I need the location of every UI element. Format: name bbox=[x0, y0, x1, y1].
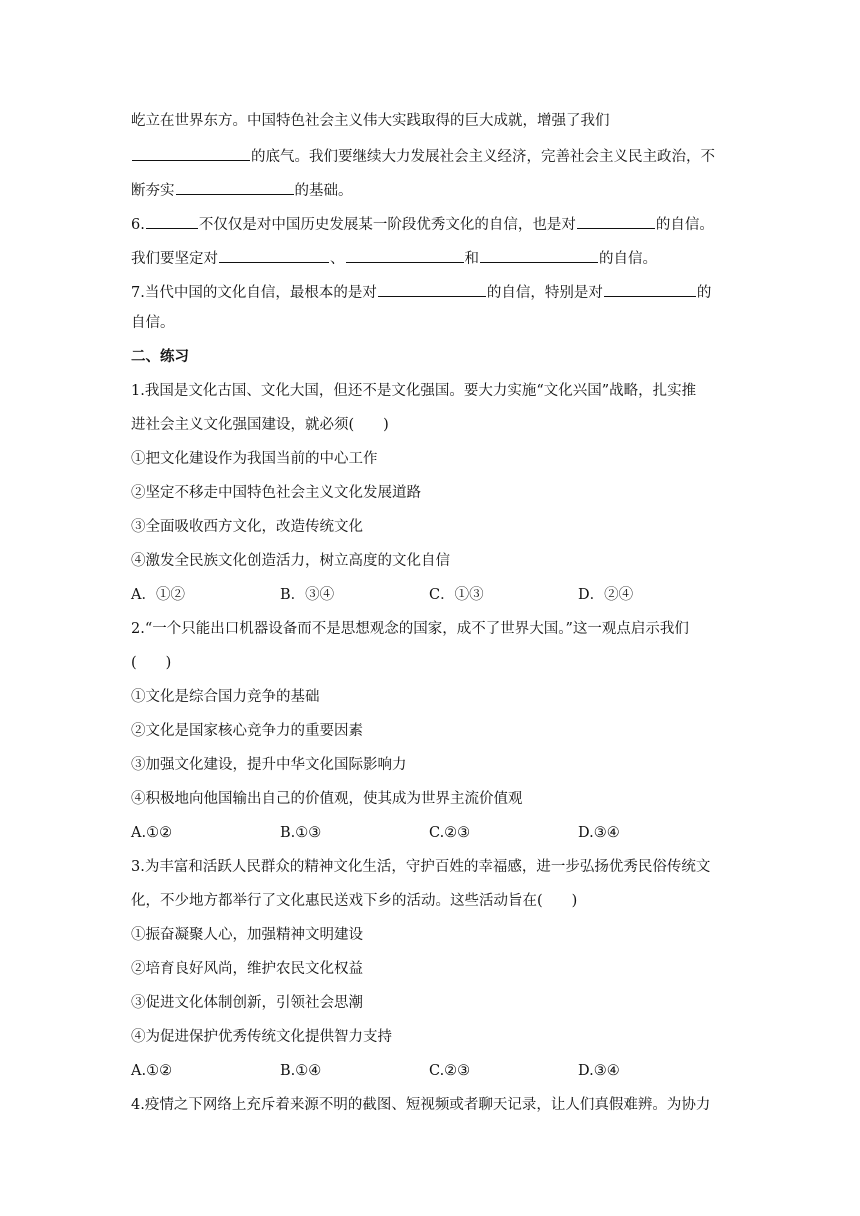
fill-text: 的底气。我们要继续大力发展社会主义经济，完善社会主义民主政治，不 bbox=[251, 149, 715, 165]
question-1-item: ③全面吸收西方文化，改造传统文化 bbox=[131, 519, 363, 535]
question-2-item: ②文化是国家核心竞争力的重要因素 bbox=[131, 723, 363, 739]
fill-text: 的自信，特别是对 bbox=[486, 285, 603, 301]
fill-text: 断夯实 bbox=[131, 183, 175, 199]
question-7-line-1 bbox=[131, 281, 731, 303]
option-c[interactable]: C.②③ bbox=[429, 825, 471, 841]
question-2-item: ③加强文化建设，提升中华文化国际影响力 bbox=[131, 757, 407, 773]
question-3-item: ③促进文化体制创新，引领社会思潮 bbox=[131, 995, 363, 1011]
question-3-item: ④为促进保护优秀传统文化提供智力支持 bbox=[131, 1029, 392, 1045]
fill-text: 的 bbox=[696, 285, 712, 301]
option-a[interactable]: A.①② bbox=[131, 825, 173, 841]
question-7-line-2 bbox=[131, 313, 731, 333]
question-1-item: ①把文化建设作为我国当前的中心工作 bbox=[131, 451, 378, 467]
answer-blank[interactable] bbox=[132, 145, 250, 161]
section-heading: 二、练习 bbox=[131, 349, 189, 365]
fill-line-3 bbox=[131, 179, 731, 201]
question-2-stem: 2.“一个只能出口机器设备而不是思想观念的国家，成不了世界大国。”这一观点启示我们 bbox=[131, 621, 689, 637]
option-c[interactable]: C．①③ bbox=[429, 587, 484, 603]
answer-blank[interactable] bbox=[176, 179, 294, 195]
question-2-stem: ( ) bbox=[131, 655, 172, 671]
fill-text: 的基础。 bbox=[294, 183, 353, 199]
option-d[interactable]: D.③④ bbox=[578, 825, 620, 841]
option-b[interactable]: B．③④ bbox=[280, 587, 335, 603]
question-1-stem: 1.我国是文化古国、文化大国，但还不是文化强国。要大力实施“文化兴国”战略，扎实推 bbox=[131, 383, 697, 399]
question-6-line-1 bbox=[131, 213, 731, 235]
question-4-stem: 4.疫情之下网络上充斥着来源不明的截图、短视频或者聊天记录，让人们真假难辨。为协力 bbox=[131, 1097, 711, 1113]
answer-blank[interactable] bbox=[378, 281, 486, 297]
question-3-stem: 3.为丰富和活跃人民群众的精神文化生活，守护百姓的幸福感，进一步弘扬优秀民俗传统文 bbox=[131, 859, 711, 875]
question-1-stem: 进社会主义文化强国建设，就必须( ) bbox=[131, 417, 389, 433]
option-c[interactable]: C.②③ bbox=[429, 1063, 471, 1079]
option-a[interactable]: A.①② bbox=[131, 1063, 173, 1079]
answer-blank[interactable] bbox=[146, 213, 198, 229]
question-2-item: ①文化是综合国力竞争的基础 bbox=[131, 689, 320, 705]
question-number: 6. bbox=[131, 217, 145, 233]
answer-blank[interactable] bbox=[346, 247, 464, 263]
question-3-item: ①振奋凝聚人心，加强精神文明建设 bbox=[131, 927, 363, 943]
fill-text: 的自信。 bbox=[655, 217, 714, 233]
question-1-item: ④激发全民族文化创造活力，树立高度的文化自信 bbox=[131, 553, 450, 569]
answer-blank[interactable] bbox=[577, 213, 655, 229]
fill-text: 屹立在世界东方。中国特色社会主义伟大实践取得的巨大成就，增强了我们 bbox=[131, 113, 610, 129]
fill-text: 和 bbox=[464, 251, 479, 267]
option-b[interactable]: B.①④ bbox=[280, 1063, 322, 1079]
option-d[interactable]: D．②④ bbox=[578, 587, 634, 603]
question-2-item: ④积极地向他国输出自己的价值观，使其成为世界主流价值观 bbox=[131, 791, 523, 807]
option-a[interactable]: A．①② bbox=[131, 587, 185, 603]
answer-blank[interactable] bbox=[604, 281, 696, 297]
question-1-item: ②坚定不移走中国特色社会主义文化发展道路 bbox=[131, 485, 421, 501]
fill-text: 不仅仅是对中国历史发展某一阶段优秀文化的自信，也是对 bbox=[198, 217, 576, 233]
fill-text: 、 bbox=[330, 251, 345, 267]
fill-text: 的自信。 bbox=[599, 251, 657, 267]
question-6-line-2 bbox=[131, 247, 731, 269]
fill-line-1 bbox=[131, 111, 731, 131]
fill-line-2 bbox=[131, 145, 731, 167]
option-b[interactable]: B.①③ bbox=[280, 825, 322, 841]
fill-text: 7.当代中国的文化自信，最根本的是对 bbox=[131, 285, 377, 301]
answer-blank[interactable] bbox=[219, 247, 329, 263]
fill-text: 我们要坚定对 bbox=[131, 251, 218, 267]
question-3-stem: 化，不少地方都举行了文化惠民送戏下乡的活动。这些活动旨在( ) bbox=[131, 893, 578, 909]
question-3-item: ②培育良好风尚，维护农民文化权益 bbox=[131, 961, 363, 977]
answer-blank[interactable] bbox=[480, 247, 598, 263]
fill-text: 自信。 bbox=[131, 315, 175, 331]
option-d[interactable]: D.③④ bbox=[578, 1063, 620, 1079]
